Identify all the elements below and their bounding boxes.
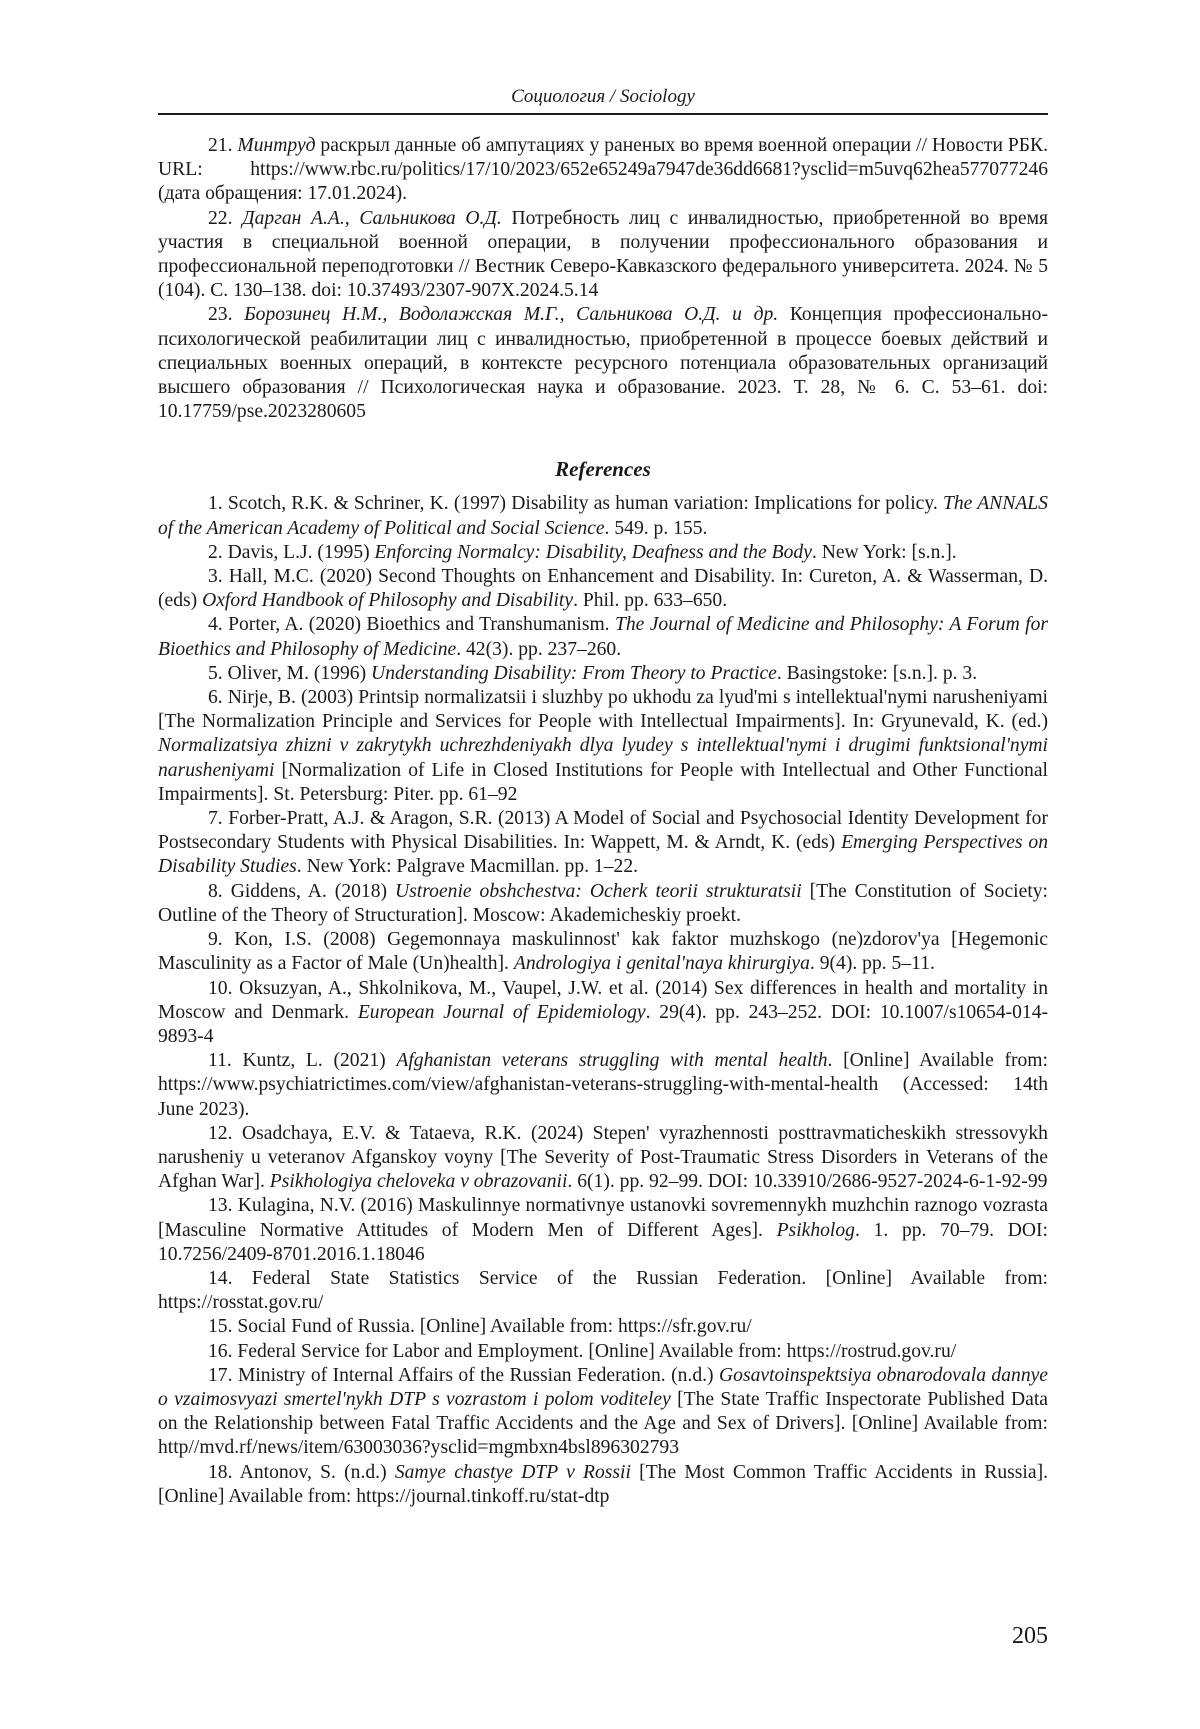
reference-italic-text: Ustroenie obshchestva: Ocherk teorii strukturatsii — [395, 880, 802, 902]
reference-italic-text: Understanding Disability: From Theory to Practice — [371, 662, 777, 684]
reference-number: 16. — [208, 1340, 233, 1362]
reference-text: Porter, A. (2020) Bioethics and Transhumanism. — [228, 614, 615, 636]
reference-italic-text: Samye chastye DTP v Rossii — [394, 1461, 631, 1483]
reference-entry — [158, 1340, 1048, 1364]
reference-text: Forber-Pratt, A.J. & Aragon, S.R. (2013) A Model of Social and Psychosocial Identity Development for Postsecondary Students with Physical Disabilities. In: Wappett, M. & Arndt, K. (eds) — [158, 808, 1048, 854]
reference-text: Концепция профессионально-психологической реабилитации лиц с инвалидностью, приобретенной в процессе боевых действий и специальных военных операций, в контексте ресурсного потенциала образовательных организаций высшего образования // Психологическая наука и образование. 2023. Т. 28, № 6. С. 53–61. doi: 10.17759/pse.2023280605 — [158, 304, 1048, 423]
reference-number: 9. — [208, 929, 223, 951]
reference-italic-text: Минтруд — [237, 135, 316, 156]
reference-text: . Basingstoke: [s.n.]. p. 3. — [776, 662, 978, 684]
reference-entry — [158, 1122, 1048, 1195]
page-body — [158, 134, 1048, 1509]
reference-number: 11. — [208, 1050, 232, 1072]
reference-text: Hall, M.C. (2020) Second Thoughts on Enhancement and Disability. In: Cureton, A. & Wasserman, D. (eds) — [158, 566, 1049, 612]
reference-text: [The State Traffic Inspectorate Published Data on the Relationship between Fatal Traffic Accidents and the Age and Sex of Drivers]. [Online] Available from: http//mvd.rf/news/item/63003036?ysclid=mgmbxn4bsl896302793 — [158, 1388, 1048, 1459]
reference-entry — [158, 880, 1048, 928]
reference-text: [The Constitution of Society: Outline of the Theory of Structuration]. Moscow: Akademicheskiy proekt. — [158, 880, 1049, 926]
references-heading: References — [555, 457, 651, 482]
reference-number: 21. — [208, 135, 233, 156]
reference-entry — [158, 565, 1048, 613]
reference-entry — [158, 928, 1048, 976]
reference-text: . 29(4). pp. 243–252. DOI: 10.1007/s10654-014-9893-4 — [158, 1001, 1049, 1047]
reference-text: Nirje, B. (2003) Printsip normalizatsii i sluzhby po ukhodu za lyud'mi s intellektual'nymi narusheniyami [The Normalization Principle and Services for People with Intellectual Impairments]. In: Gryunevald, K. (ed.) — [158, 687, 1048, 733]
reference-number: 10. — [208, 977, 233, 999]
reference-italic-text: Normalizatsiya zhizni v zakrytykh uchrezhdeniyakh dlya lyudey s intellektual'nymi i drugimi funktsional'nymi narusheniyami — [158, 735, 1048, 781]
reference-italic-text: Andrologiya i genital'naya khirurgiya — [513, 953, 810, 975]
reference-number: 8. — [208, 880, 223, 902]
reference-entry — [158, 1364, 1048, 1461]
reference-entry — [158, 977, 1048, 1050]
reference-number: 2. — [208, 541, 223, 563]
reference-text: Osadchaya, E.V. & Tataeva, R.K. (2024) Stepen' vyrazhennosti posttravmaticheskikh stressovykh narusheniy u veteranov Afganskoy voyny [The Severity of Post-Traumatic Stress Disorders in Veterans of the Afghan War]. — [158, 1122, 1048, 1193]
reference-entry — [158, 1461, 1048, 1509]
reference-number: 12. — [208, 1122, 233, 1144]
reference-number: 23. — [208, 304, 233, 326]
reference-number: 13. — [208, 1195, 233, 1217]
reference-text: Kuntz, L. (2021) — [242, 1050, 397, 1072]
running-header: Социология / Sociology — [511, 86, 695, 107]
reference-text: Oksuzyan, A., Shkolnikova, M., Vaupel, J.W. et al. (2014) Sex differences in health and mortality in Moscow and Denmark. — [158, 977, 1048, 1023]
reference-text: [Normalization of Life in Closed Institutions for People with Intellectual and Other Functional Impairments]. St. Petersburg: Piter. pp. 61–92 — [158, 759, 1048, 805]
reference-number: 7. — [208, 808, 223, 830]
reference-entry — [158, 541, 1048, 565]
reference-number: 1. — [208, 493, 223, 515]
reference-text: [The Most Common Traffic Accidents in Russia]. [Online] Available from: https://journal.tinkoff.ru/stat-dtp — [158, 1461, 1048, 1507]
reference-text: Scotch, R.K. & Schriner, K. (1997) Disability as human variation: Implications for policy. — [227, 493, 943, 515]
reference-italic-text: European Journal of Epidemiology — [357, 1001, 646, 1023]
reference-text: Kon, I.S. (2008) Gegemonnaya maskulinnost' kak faktor muzhskogo (ne)zdorov'ya [Hegemonic Masculinity as a Factor of Male (Un)health]. — [158, 929, 1048, 975]
reference-italic-text: The Journal of Medicine and Philosophy: A Forum for Bioethics and Philosophy of Medicine — [158, 614, 1048, 660]
reference-text: Ministry of Internal Affairs of the Russian Federation. (n.d.) — [237, 1364, 719, 1386]
reference-italic-text: Emerging Perspectives on Disability Studies — [158, 832, 1048, 878]
reference-text: . 1. pp. 70–79. DOI: 10.7256/2409-8701.2016.1.18046 — [158, 1219, 1048, 1265]
page-number: 205 — [1012, 1623, 1048, 1649]
header-rule — [158, 113, 1048, 115]
reference-italic-text: Дарган А.А., Сальникова О.Д. — [242, 207, 502, 229]
reference-number: 5. — [208, 662, 223, 684]
reference-text: . 42(3). pp. 237–260. — [456, 638, 622, 660]
reference-number: 17. — [208, 1364, 233, 1386]
reference-number: 15. — [208, 1316, 233, 1338]
reference-text: . Phil. pp. 633–650. — [573, 590, 728, 612]
reference-text: Antonov, S. (n.d.) — [239, 1461, 395, 1483]
reference-entry — [158, 492, 1048, 540]
reference-italic-text: Enforcing Normalcy: Disability, Deafness and the Body — [374, 541, 812, 563]
reference-italic-text: The ANNALS of the American Academy of Political and Social Science — [158, 493, 1048, 539]
reference-text: раскрыл данные об ампутациях у раненых во время военной операции // Новости РБК. URL: https://www.rbc.ru/politics/17/10/2023/652e65249a7947de36dd6681?ysclid=m5uvq62hea577077246 (дата обращения: 17.01.2024). — [158, 135, 1048, 205]
reference-text: Kulagina, N.V. (2016) Maskulinnye normativnye ustanovki sovremennykh muzhchin raznogo vozrasta [Masculine Normative Attitudes of Modern Men of Different Ages]. — [158, 1195, 1048, 1241]
reference-number: 18. — [208, 1461, 233, 1483]
reference-entry — [158, 207, 1048, 304]
reference-entry — [158, 807, 1048, 880]
reference-text: . [Online] Available from: https://www.psychiatrictimes.com/view/afghanistan-veterans-struggling-with-mental-health (Accessed: 14th June 2023). — [158, 1050, 1048, 1120]
reference-text: . New York: [s.n.]. — [811, 541, 957, 563]
reference-number: 4. — [208, 614, 223, 636]
reference-text: . New York: Palgrave Macmillan. pp. 1–22. — [296, 856, 639, 878]
reference-number: 22. — [208, 207, 233, 229]
reference-text: Federal Service for Labor and Employment. [Online] Available from: https://rostrud.gov.ru/ — [237, 1340, 957, 1362]
reference-italic-text: Afghanistan veterans struggling with mental health — [396, 1050, 828, 1072]
reference-entry — [158, 686, 1048, 807]
reference-text: Giddens, A. (2018) — [230, 880, 396, 902]
reference-entry — [158, 134, 1048, 207]
reference-italic-text: Oxford Handbook of Philosophy and Disability — [202, 590, 574, 612]
reference-entry — [158, 1194, 1048, 1267]
russian-reference-list — [158, 134, 1048, 424]
reference-entry — [158, 1267, 1048, 1315]
reference-text: Davis, L.J. (1995) — [227, 541, 375, 563]
reference-italic-text: Gosavtoinspektsiya obnarodovala dannye o vzaimosvyazi smertel'nykh DTP s vozrastom i polom voditeley — [158, 1364, 1049, 1410]
references-list — [158, 492, 1048, 1509]
reference-entry — [158, 303, 1048, 424]
reference-text: . 9(4). pp. 5–11. — [809, 953, 935, 975]
reference-italic-text: Psikhologiya cheloveka v obrazovanii — [269, 1171, 568, 1193]
reference-italic-text: Борозинец Н.М., Водолажская М.Г., Сальникова О.Д. и др. — [244, 304, 779, 326]
reference-entry — [158, 662, 1048, 686]
reference-number: 3. — [208, 566, 223, 588]
reference-entry — [158, 1049, 1048, 1122]
reference-number: 6. — [208, 687, 223, 709]
reference-entry — [158, 613, 1048, 661]
reference-text: Social Fund of Russia. [Online] Available from: https://sfr.gov.ru/ — [237, 1316, 752, 1338]
reference-entry — [158, 1315, 1048, 1339]
reference-text: Federal State Statistics Service of the Russian Federation. [Online] Available from: https://rosstat.gov.ru/ — [158, 1267, 1049, 1314]
reference-text: Потребность лиц с инвалидностью, приобретенной во время участия в специальной военной операции, в получении профессионального образования и профессиональной переподготовки // Вестник Северо-Кавказского федерального университета. 2024. № 5 (104). С. 130–138. doi: 10.37493/2307-907X.2024.5.14 — [158, 207, 1048, 302]
reference-italic-text: Psikholog — [776, 1219, 855, 1241]
reference-text: . 549. p. 155. — [604, 517, 708, 539]
reference-number: 14. — [208, 1267, 233, 1289]
reference-text: Oliver, M. (1996) — [227, 662, 372, 684]
reference-text: . 6(1). pp. 92–99. DOI: 10.33910/2686-9527-2024-6-1-92-99 — [567, 1171, 1048, 1193]
